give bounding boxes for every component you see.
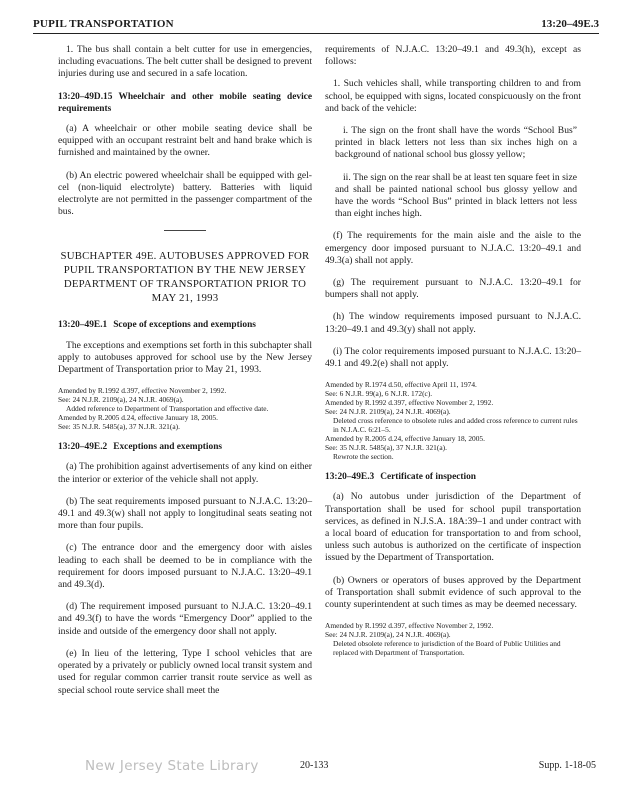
paragraph: (b) An electric powered wheelchair shall be equipped with gel-cel (non-liquid electrolyte) battery. Batteries with liquid electrolyte are not permitted in the passenger compartment of the bus. <box>58 169 312 218</box>
section-heading <box>325 471 581 483</box>
section-heading <box>58 319 312 331</box>
left-column <box>58 44 312 707</box>
history-line: Amended by R.1974 d.50, effective April 11, 1974. <box>325 380 477 390</box>
paragraph: (b) The seat requirements imposed pursuant to N.J.A.C. 13:20–49.1 and 49.3(w) shall not apply to longitudinal seats seating not more than four pupils. <box>58 495 312 532</box>
header-rule <box>33 33 599 34</box>
section-title: Certificate of inspection <box>380 472 477 483</box>
history-note <box>325 621 581 657</box>
history-note <box>325 380 581 461</box>
running-header-section: 13:20–49E.3 <box>541 18 599 30</box>
paragraph: 1. The bus shall contain a belt cutter for use in emergencies, including evacuations. The belt cutter shall be designed to prevent injuries during use and secured in a safe location. <box>58 44 312 80</box>
history-line: See: 24 N.J.R. 2109(a), 24 N.J.R. 4069(a). <box>325 630 451 640</box>
paragraph: (i) The color requirements imposed pursuant to N.J.A.C. 13:20–49.1 and 49.2(e) shall not apply. <box>325 345 581 370</box>
history-line: Amended by R.1992 d.397, effective November 2, 1992. <box>58 386 227 396</box>
right-column <box>325 44 581 667</box>
history-line: Deleted cross reference to obsolete rules and added cross reference to current rules in N.J.A.C. 6:21–5. <box>333 416 578 435</box>
paragraph: (c) The entrance door and the emergency door with aisles leading to each shall be deemed to be in compliance with the requirement for doors imposed pursuant to N.J.A.C. 13:20–49.1 and 49.3(d). <box>58 542 312 591</box>
history-line: Amended by R.1992 d.397, effective November 2, 1992. <box>325 398 494 408</box>
section-number: 13:20–49E.2 <box>58 442 108 453</box>
page-number: 20-133 <box>300 760 329 771</box>
paragraph: (h) The window requirements imposed pursuant to N.J.A.C. 13:20–49.1 and 49.3(y) shall not apply. <box>325 311 581 335</box>
history-line: Amended by R.2005 d.24, effective January 18, 2005. <box>58 413 218 423</box>
history-line: Amended by R.2005 d.24, effective January 18, 2005. <box>325 434 485 444</box>
separator-rule <box>164 230 206 231</box>
paragraph: ii. The sign on the rear shall be at least ten square feet in size and shall be painted national school bus glossy yellow and have the words “School Bus” printed in black letters not less than eight inches high. <box>335 171 577 220</box>
section-title: Wheelchair and other mobile seating device requirements <box>58 91 312 114</box>
history-line: See: 24 N.J.R. 2109(a), 24 N.J.R. 4069(a). <box>58 395 184 405</box>
section-number: 13:20–49D.15 <box>58 91 113 102</box>
paragraph: i. The sign on the front shall have the words “School Bus” printed in black letters not less than six inches high on a background of national school bus glossy yellow; <box>335 125 577 161</box>
history-line: Added reference to Department of Transportation and effective date. <box>66 404 269 414</box>
history-line: See: 35 N.J.R. 5485(a), 37 N.J.R. 321(a). <box>58 422 180 432</box>
section-number: 13:20–49E.3 <box>325 472 375 483</box>
paragraph: (d) The requirement imposed pursuant to N.J.A.C. 13:20–49.1 and 49.3(f) to have the words “Emergency Door” applied to the inside and outside of the emergency door shall not apply. <box>58 601 312 637</box>
paragraph: The exceptions and exemptions set forth in this subchapter shall apply to autobuses approved for school use by the New Jersey Department of Transportation prior to May 21, 1993. <box>58 339 312 376</box>
paragraph: (f) The requirements for the main aisle and the aisle to the emergency door imposed pursuant to N.J.A.C. 13:20–49.1 and 49.3(a) shall not apply. <box>325 230 581 266</box>
section-title: Exceptions and exemptions <box>113 442 223 453</box>
paragraph: (b) Owners or operators of buses approved by the Department of Transportation shall submit evidence of such approval to the county superintendent at such times as may be deemed necessary. <box>325 574 581 611</box>
paragraph: (a) No autobus under jurisdiction of the Department of Transportation shall be used for school pupil transportation services, as defined in N.J.S.A. 18A:39–1 and under contract with a local board of education for transportation to and from school, unless such autobus is authorized on the certificate of inspection issued by the Department of Transportation. <box>325 491 581 564</box>
section-heading <box>58 441 312 453</box>
paragraph: (a) A wheelchair or other mobile seating device shall be equipped with an occupant restraint belt and hand brake which is furnished and maintained by the owner. <box>58 123 312 159</box>
history-line: Rewrote the section. <box>333 452 394 462</box>
section-number: 13:20–49E.1 <box>58 320 108 331</box>
history-line: See: 24 N.J.R. 2109(a), 24 N.J.R. 4069(a). <box>325 407 451 417</box>
paragraph: 1. Such vehicles shall, while transporting children to and from school, be equipped with signs, located conspicuously on the front and back of the vehicle: <box>325 78 581 114</box>
running-header-title: PUPIL TRANSPORTATION <box>33 18 174 30</box>
history-line: See: 35 N.J.R. 5485(a), 37 N.J.R. 321(a). <box>325 443 447 453</box>
paragraph: (e) In lieu of the lettering, Type I school vehicles that are operated by a privately or publicly owned local transit system and used for regular common carrier transit route service as well as special school route service shall meet the <box>58 647 312 696</box>
supplement-date: Supp. 1-18-05 <box>538 760 596 771</box>
paragraph: (a) The prohibition against advertisements of any kind on either the interior or exterior of the vehicle shall not apply. <box>58 461 312 485</box>
history-note <box>58 386 312 431</box>
section-title: Scope of exceptions and exemptions <box>113 320 256 331</box>
paragraph: (g) The requirement pursuant to N.J.A.C. 13:20–49.1 for bumpers shall not apply. <box>325 277 581 301</box>
paragraph: requirements of N.J.A.C. 13:20–49.1 and 49.3(h), except as follows: <box>325 44 581 68</box>
subchapter-heading: SUBCHAPTER 49E. AUTOBUSES APPROVED FOR PUPIL TRANSPORTATION BY THE NEW JERSEY DEPARTMENT OF TRANSPORTATION PRIOR TO MAY 21, 1993 <box>60 250 310 305</box>
library-watermark: New Jersey State Library <box>85 758 259 774</box>
history-line: See: 6 N.J.R. 99(a), 6 N.J.R. 172(c). <box>325 389 433 399</box>
history-line: Amended by R.1992 d.397, effective November 2, 1992. <box>325 621 494 631</box>
section-heading <box>58 91 312 115</box>
history-line: Deleted obsolete reference to jurisdiction of the Board of Public Utilities and replaced with Department of Transportation. <box>333 639 561 658</box>
